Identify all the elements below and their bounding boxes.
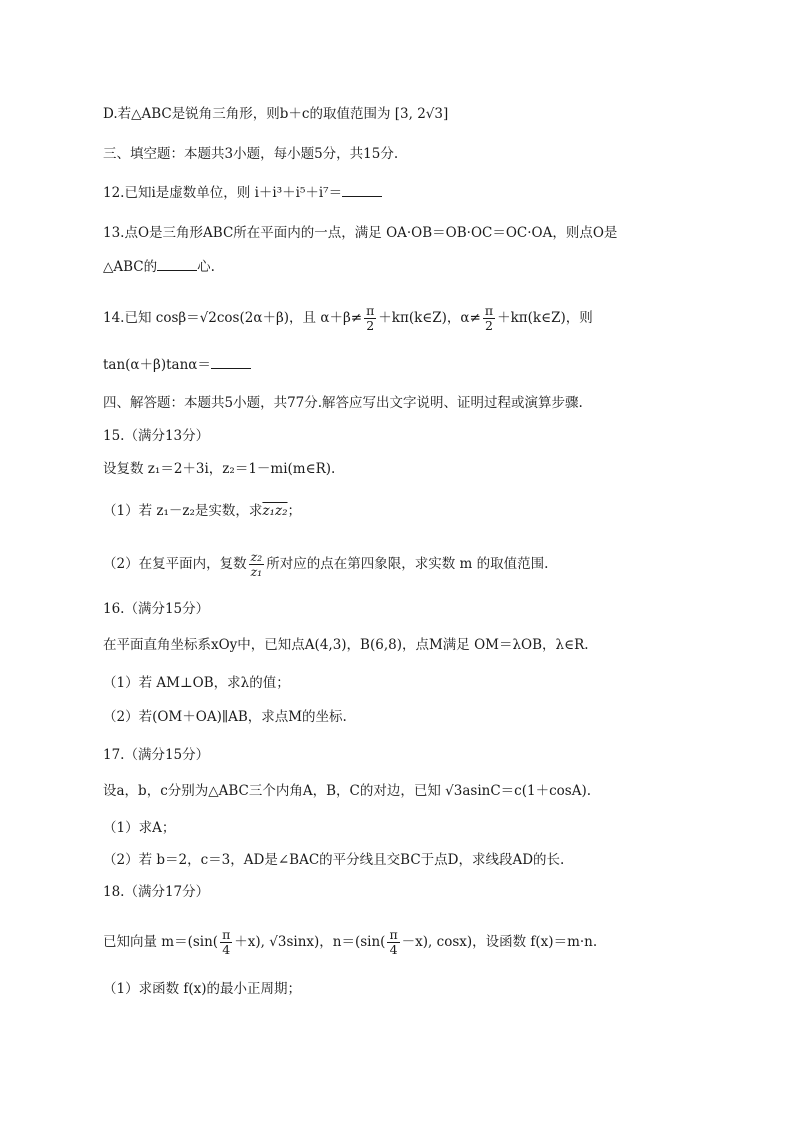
question-18-stem [103,928,597,957]
question-14-cont-text: tan(α＋β)tanα＝ [103,357,211,373]
q15-p2-text-b: 所对应的点在第四象限，求实数 m 的取值范围. [266,556,549,572]
question-17-stem: 设a，b，c分别为△ABC三个内角A，B，C的对边，已知 √3asinC＝c(1＋cosA). [103,783,592,799]
q18-stem-b: ＋x), √3sinx)，n＝(sin( [234,934,386,950]
question-15-stem: 设复数 z₁＝2＋3i，z₂＝1－mi(m∈R). [103,461,336,477]
question-16-part-2: （2）若(OM＋OA)∥AB，求点M的坐标. [103,709,347,725]
q15-p2-text-a: （2）在复平面内，复数 [103,556,247,572]
answer-blank-14 [211,356,251,369]
answer-blank-12 [342,184,382,197]
question-14-text-b: ＋kπ(k∈Z)，α≠ [378,310,481,326]
question-17-part-1: （1）求A； [103,820,176,836]
question-16-part-1: （1）若 AM⊥OB，求λ的值； [103,675,290,691]
question-15-part-2 [103,550,548,579]
line-option-d: D.若△ABC是锐角三角形，则b＋c的取值范围为 [3, 2√3] [103,106,449,122]
question-17-part-2: （2）若 b＝2，c＝3，AD是∠BAC的平分线且交BC于点D，求线段AD的长. [103,852,565,868]
question-15-part-1 [103,502,301,520]
section-solution-heading: 四、解答题：本题共5小题，共77分.解答应写出文字说明、证明过程或演算步骤. [103,395,583,411]
fraction-pi-over-4-b: $\frac{\pi}{4}$ [389,927,398,957]
question-17-heading: 17.（满分15分） [103,747,210,763]
fraction-z2-over-z1: $\frac{\text{z₂}}{\text{z₁}}$ [250,549,263,579]
question-16-stem: 在平面直角坐标系xOy中，已知点A(4,3)，B(6,8)，点M满足 OM＝λOB，λ∈R. [103,637,589,653]
question-18-part-1: （1）求函数 f(x)的最小正周期； [103,981,302,997]
question-12 [103,184,382,202]
question-13-end: 心. [197,259,215,275]
q15-p1-text: （1）若 z₁－z₂是实数，求 [103,503,263,519]
question-16-heading: 16.（满分15分） [103,601,210,617]
question-14-text-a: 14.已知 cosβ＝√2cos(2α＋β)，且 α＋β≠ [103,310,363,326]
question-14-cont [103,356,251,374]
question-14 [103,304,593,333]
fraction-pi-over-2: $\frac{\pi}{2}$ [366,303,375,333]
q15-p1-conjugate: z₁z₂ [262,503,288,519]
question-18-heading: 18.（满分17分） [103,884,210,900]
q15-p1-end: ； [287,503,301,519]
question-14-text-c: ＋kπ(k∈Z)，则 [497,310,593,326]
fraction-pi-over-4: $\frac{\pi}{4}$ [222,927,231,957]
question-13-cont [103,258,215,276]
answer-blank-13 [157,258,197,271]
fraction-pi-over-2-b: $\frac{\pi}{2}$ [484,303,494,333]
question-13-cont-text: △ABC的 [103,259,158,275]
question-15-heading: 15.（满分13分） [103,428,210,444]
section-fill-blank-heading: 三、填空题：本题共3小题，每小题5分，共15分. [103,146,399,162]
question-12-text: 12.已知i是虚数单位，则 i＋i³＋i⁵＋i⁷＝ [103,185,343,201]
q18-stem-c: －x), cosx)，设函数 f(x)＝m·n. [401,934,598,950]
q18-stem-a: 已知向量 m＝(sin( [103,934,219,950]
question-13: 13.点O是三角形ABC所在平面内的一点，满足 OA·OB＝OB·OC＝OC·OA，则点O是 [103,225,618,241]
